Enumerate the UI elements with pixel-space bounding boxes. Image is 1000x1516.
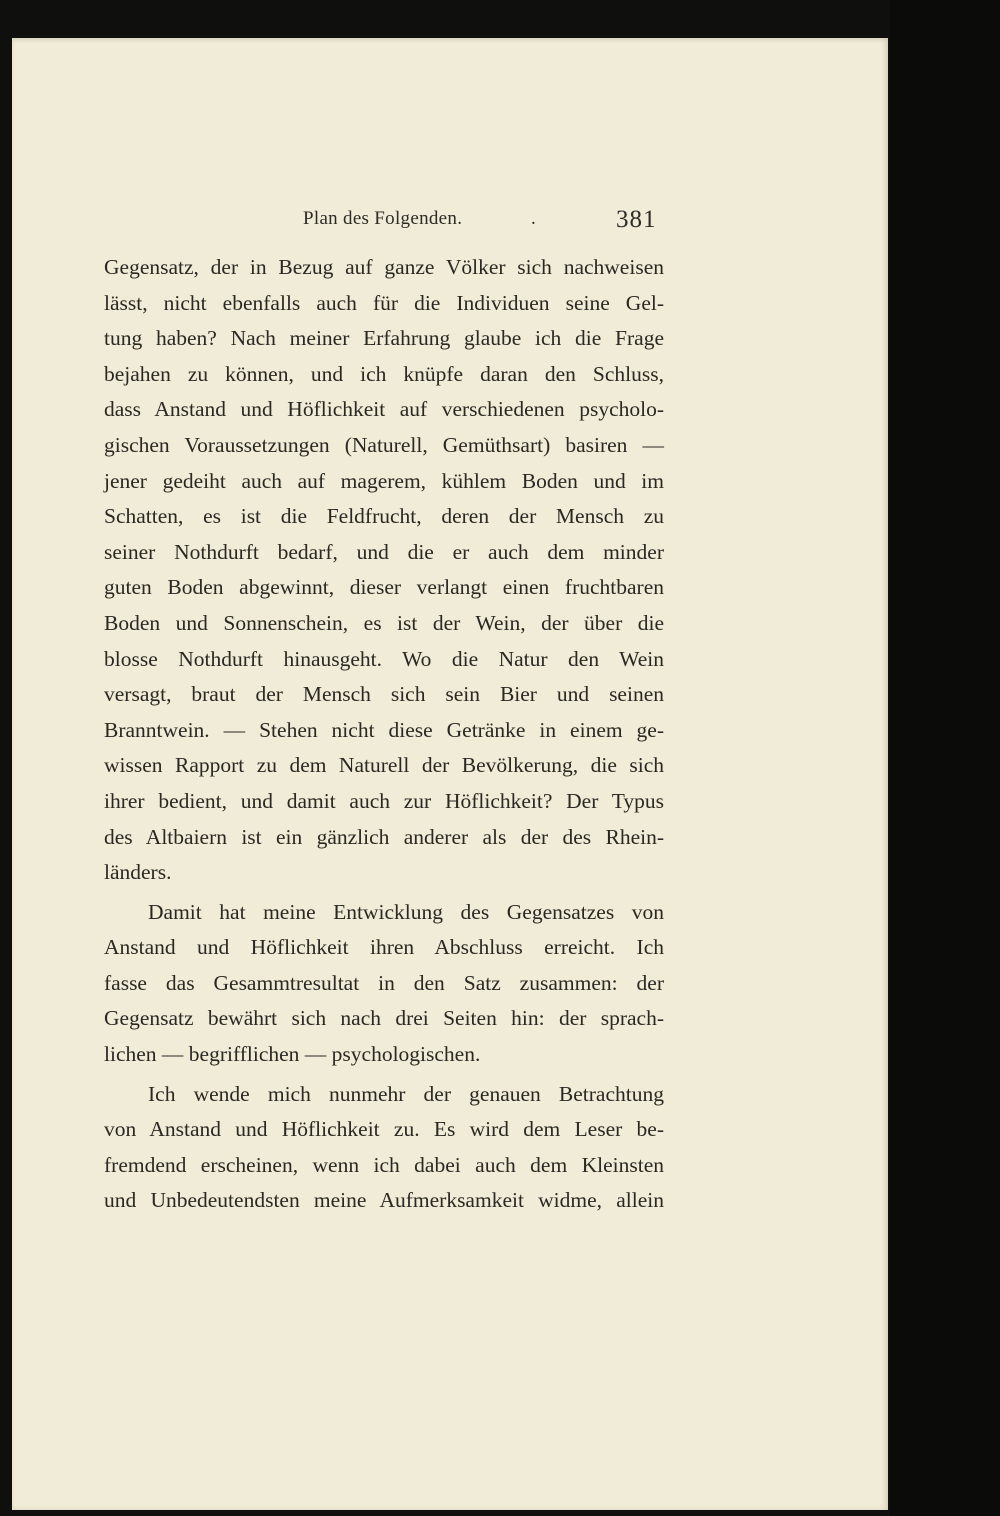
text-line: jener gedeiht auch auf magerem, kühlem Boden und im — [104, 468, 664, 493]
text-line: Schatten, es ist die Feldfrucht, deren der Mensch zu — [104, 504, 664, 529]
text-line: Gegensatz bewährt sich nach drei Seiten hin: der sprach- — [104, 1006, 664, 1031]
text-line: Gegensatz, der in Bezug auf ganze Völker sich nachweisen — [104, 255, 664, 279]
header-separator: . — [531, 208, 536, 229]
page-number: 381 — [616, 206, 657, 233]
text-line: Ich wende mich nunmehr der genauen Betrachtung — [148, 1081, 664, 1106]
text-line: tung haben? Nach meiner Erfahrung glaube ich die Frage — [104, 326, 664, 351]
text-line: guten Boden abgewinnt, dieser verlangt einen fruchtbaren — [104, 575, 664, 600]
text-line: und Unbedeutendsten meine Aufmerksamkeit widme, allein — [104, 1188, 664, 1213]
text-line: blosse Nothdurft hinausgeht. Wo die Natur den Wein — [104, 646, 664, 671]
scan-background-edge — [890, 0, 1000, 1516]
text-line: gischen Voraussetzungen (Naturell, Gemüthsart) basiren — — [104, 432, 664, 457]
text-line: Branntwein. — Stehen nicht diese Getränke in einem ge- — [104, 717, 664, 742]
text-line: fasse das Gesammtresultat in den Satz zusammen: der — [104, 970, 664, 995]
text-line: seiner Nothdurft bedarf, und die er auch dem minder — [104, 539, 664, 564]
text-line: fremdend erscheinen, wenn ich dabei auch dem Kleinsten — [104, 1152, 664, 1177]
text-line: bejahen zu können, und ich knüpfe daran den Schluss, — [104, 361, 664, 386]
text-line: von Anstand und Höflichkeit zu. Es wird dem Leser be- — [104, 1117, 664, 1142]
paragraph-3 — [104, 1077, 664, 1219]
paragraph-1 — [104, 250, 664, 891]
text-line: Anstand und Höflichkeit ihren Abschluss erreicht. Ich — [104, 935, 664, 960]
text-line: Damit hat meine Entwicklung des Gegensatzes von — [148, 899, 664, 924]
text-line: ihrer bedient, und damit auch zur Höflichkeit? Der Typus — [104, 788, 664, 813]
text-line: des Altbaiern ist ein gänzlich anderer als der des Rhein- — [104, 824, 664, 849]
paragraph-2 — [104, 895, 664, 1073]
body-text — [104, 250, 664, 1219]
running-title: Plan des Folgenden. — [303, 208, 463, 229]
text-line: länders. — [104, 860, 172, 885]
text-line: wissen Rapport zu dem Naturell der Bevölkerung, die sich — [104, 753, 664, 778]
text-line: Boden und Sonnenschein, es ist der Wein, der über die — [104, 610, 664, 635]
text-line: versagt, braut der Mensch sich sein Bier und seinen — [104, 682, 664, 707]
text-line: lichen — begrifflichen — psychologischen. — [104, 1042, 481, 1067]
text-line: lässt, nicht ebenfalls auch für die Individuen seine Gel- — [104, 290, 664, 315]
text-line: dass Anstand und Höflichkeit auf verschiedenen psycholo- — [104, 397, 664, 422]
